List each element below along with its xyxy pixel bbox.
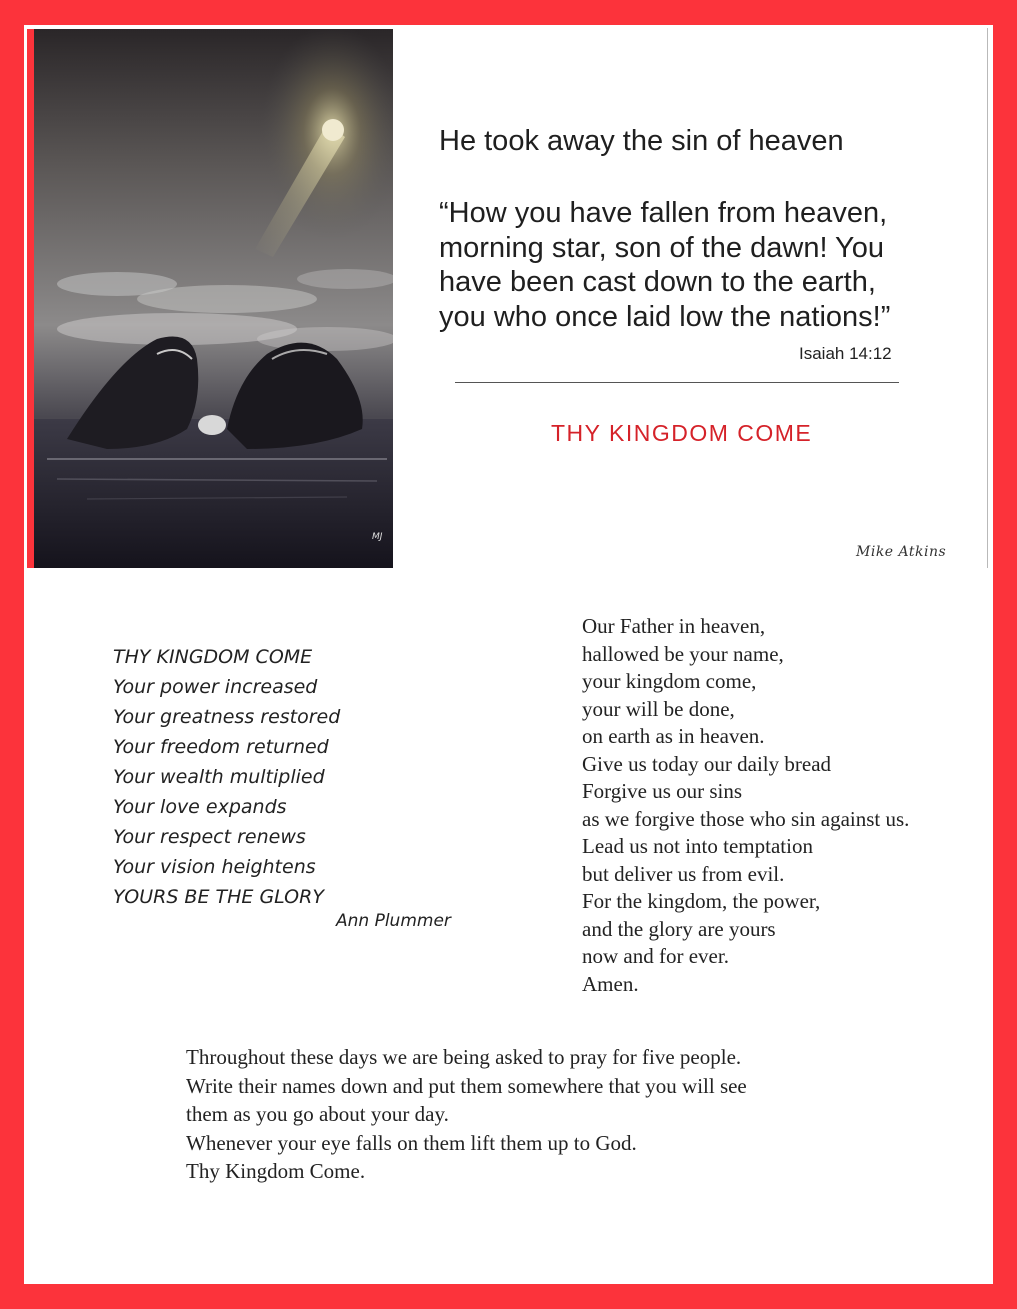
prayer-line: Amen. (582, 971, 639, 996)
note-line: Whenever your eye falls on them lift them up to God. (186, 1130, 637, 1155)
poem-line: YOURS BE THE GLORY (113, 886, 324, 908)
verse-reference: Isaiah 14:12 (799, 344, 892, 363)
lords-prayer (582, 613, 909, 998)
prayer-line: your kingdom come, (582, 669, 757, 693)
verse-block (439, 122, 939, 363)
painting-signature: MJ (372, 532, 383, 542)
thy-kingdom-come-heading: THY KINGDOM COME (551, 420, 813, 446)
poem-line: Your freedom returned (113, 736, 329, 758)
prayer-line: your will be done, (582, 696, 735, 721)
painting-image (27, 29, 393, 568)
prayer-line: hallowed be your name, (582, 641, 784, 666)
artist-signature: Mike Atkins (856, 544, 947, 560)
poem-line: THY KINGDOM COME (113, 646, 313, 668)
fallen-angel-painting (27, 29, 393, 568)
verse-text: “How you have fallen from heaven, morning star, son of the dawn! You have been cast down to the earth, you who once laid low the nations!” (439, 197, 891, 333)
poem-line: Your wealth multiplied (113, 766, 325, 788)
poem-line: Your respect renews (113, 826, 306, 848)
prayer-line: For the kingdom, the power, (582, 889, 821, 913)
poem (113, 642, 340, 912)
prayer-line: Our Father in heaven, (582, 614, 766, 638)
prayer-line: and the glory are yours (582, 916, 776, 941)
note-line: Write their names down and put them somewhere that you will see (186, 1073, 747, 1098)
page-edge-divider (987, 28, 988, 568)
prayer-instructions (186, 1043, 747, 1186)
note-line: them as you go about your day. (186, 1102, 449, 1126)
verse-title: He took away the sin of heaven (439, 125, 844, 157)
poem-line: Your greatness restored (113, 706, 341, 728)
poem-author: Ann Plummer (336, 911, 451, 931)
prayer-line: as we forgive those who sin against us. (582, 806, 910, 831)
prayer-line: Lead us not into temptation (582, 834, 813, 858)
poem-line: Your power increased (113, 676, 318, 698)
prayer-line: Give us today our daily bread (582, 751, 832, 776)
prayer-line: on earth as in heaven. (582, 724, 765, 748)
note-line: Throughout these days we are being asked to pray for five people. (186, 1045, 742, 1069)
poem-line: Your vision heightens (113, 856, 316, 878)
divider-rule (455, 382, 899, 383)
poem-line: Your love expands (113, 796, 287, 818)
prayer-line: Forgive us our sins (582, 779, 743, 803)
prayer-line: now and for ever. (582, 944, 729, 968)
prayer-line: but deliver us from evil. (582, 861, 785, 886)
note-line: Thy Kingdom Come. (186, 1159, 366, 1183)
